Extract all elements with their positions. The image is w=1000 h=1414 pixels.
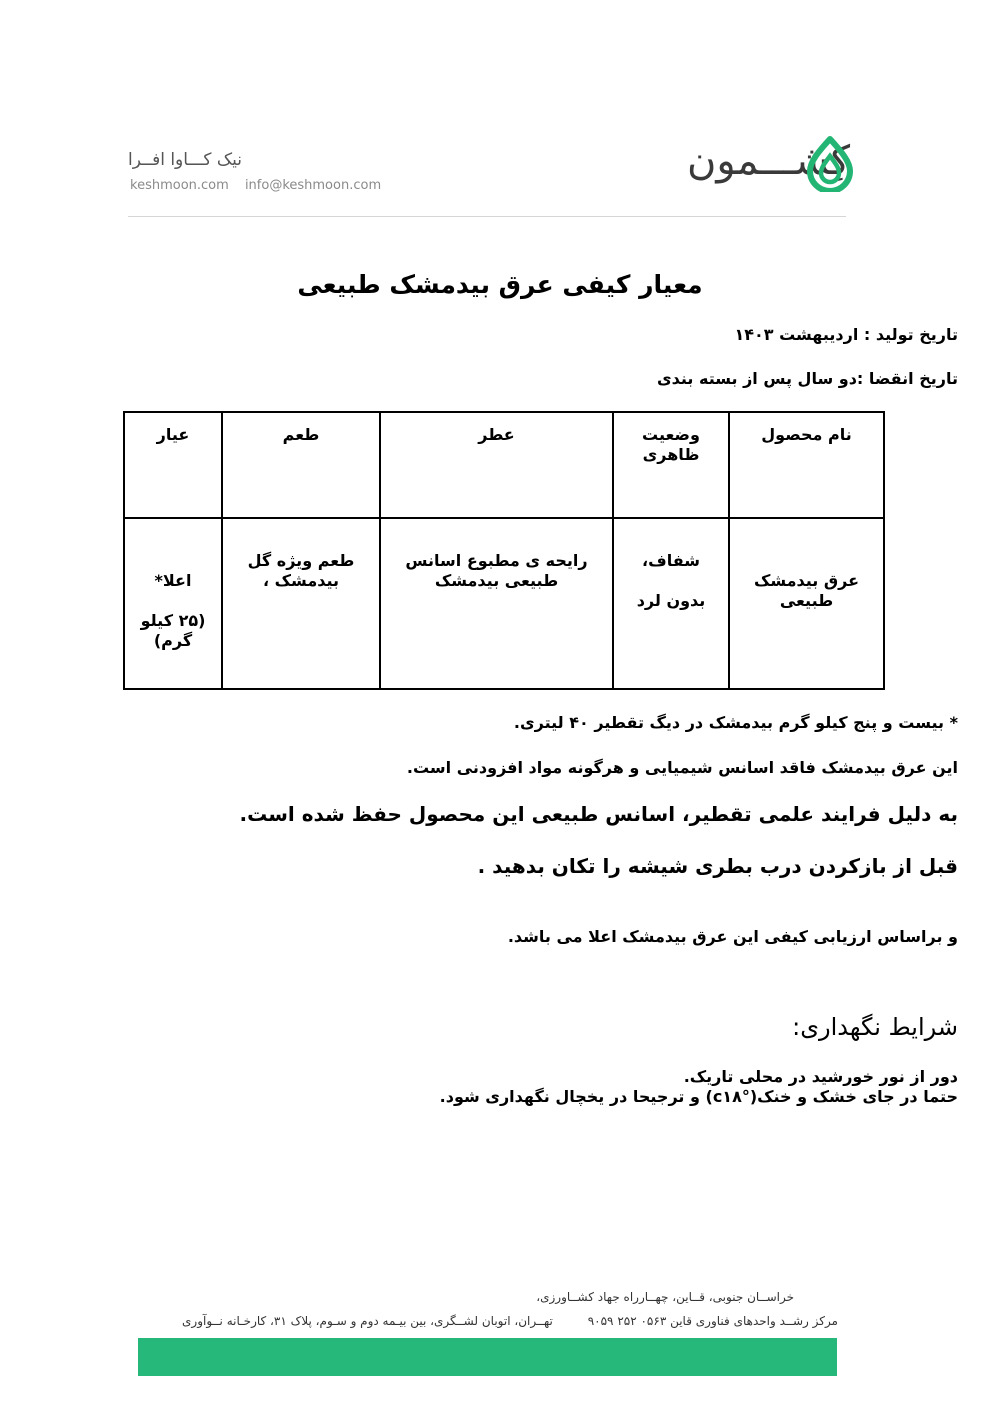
cell-product-text: عرق بیدمشک طبیعی (753, 571, 860, 610)
company-contacts (130, 178, 381, 193)
cell-taste-text: طعم ویژه گل بیدمشک ، (247, 551, 355, 590)
footer-bar (138, 1338, 837, 1376)
header-divider (128, 216, 846, 217)
expiry-date: تاریخ انقضا :دو سال پس از بسته بندی (656, 369, 958, 388)
header-appearance: وضعیت ظاهری (613, 412, 729, 518)
email-link[interactable]: info@keshmoon.com (244, 178, 382, 193)
footer-address-tehran: تهــران، اتوبان لشــگری، بین بیـمه دوم و سـوم، پلاک ۳۱، کارخـانه نــوآوری (182, 1314, 553, 1328)
shake-bottle-text: قبل از بازکردن درب بطری شیشه را تکان بدهید . (477, 854, 958, 878)
cell-product (729, 518, 884, 689)
storage-line-1: دور از نور خورشید در محلی تاریک. (683, 1067, 958, 1086)
brand-name: کِشـــمون (686, 138, 850, 184)
table-header-row (124, 412, 884, 518)
header-taste: طعم (222, 412, 380, 518)
header-grade: عیار (124, 412, 222, 518)
no-additives-text: این عرق بیدمشک فاقد اسانس شیمیایی و هرگونه مواد افزودنی است. (406, 758, 958, 777)
cell-appearance-line1: شفاف، (642, 551, 700, 570)
cell-grade-line1: اعلا* (154, 571, 192, 590)
cell-appearance (613, 518, 729, 689)
company-name: نیک کـــاوا افــرا (128, 150, 242, 170)
cell-grade (124, 518, 222, 689)
website-link[interactable]: keshmoon.com (130, 178, 229, 193)
cell-grade-line2: (۲۵ کیلو گرم) (140, 611, 206, 650)
cell-aroma (380, 518, 613, 689)
table-row (124, 518, 884, 689)
production-date: تاریخ تولید : اردیبهشت ۱۴۰۳ (734, 325, 958, 344)
footer-address-khorasan: خراســان جنوبی، قــاین، چهــارراه جهاد کشــاورزی، (536, 1290, 794, 1304)
quality-grade-text: و براساس ارزیابی کیفی این عرق بیدمشک اعلا می باشد. (507, 927, 958, 946)
storage-line-2: حتما در جای خشک و خنک(c۱۸°) و ترجیحا در یخچال نگهداری شود. (439, 1087, 958, 1106)
header-product: نام محصول (729, 412, 884, 518)
header-aroma: عطر (380, 412, 613, 518)
storage-heading: شرایط نگهداری: (792, 1013, 958, 1041)
cell-appearance-line2: بدون لرد (636, 591, 706, 610)
footer-address-center: مرکز رشــد واحدهای فناوری قاین ۰۵۶۳ ۲۵۲ ۹۰۵۹ (587, 1314, 838, 1328)
footnote-text: * بیست و پنج کیلو گرم بیدمشک در دیگ تقطیر ۴۰ لیتری. (513, 713, 958, 732)
keshmoon-logo-icon (806, 136, 854, 192)
quality-spec-table (123, 411, 885, 690)
natural-essence-text: به دلیل فرایند علمی تقطیر، اسانس طبیعی این محصول حفظ شده است. (239, 802, 958, 826)
document-title: معیار کیفی عرق بیدمشک طبیعی (297, 270, 703, 299)
cell-taste (222, 518, 380, 689)
cell-aroma-text: رایحه ی مطبوع اسانس طبیعی بیدمشک (405, 551, 588, 590)
